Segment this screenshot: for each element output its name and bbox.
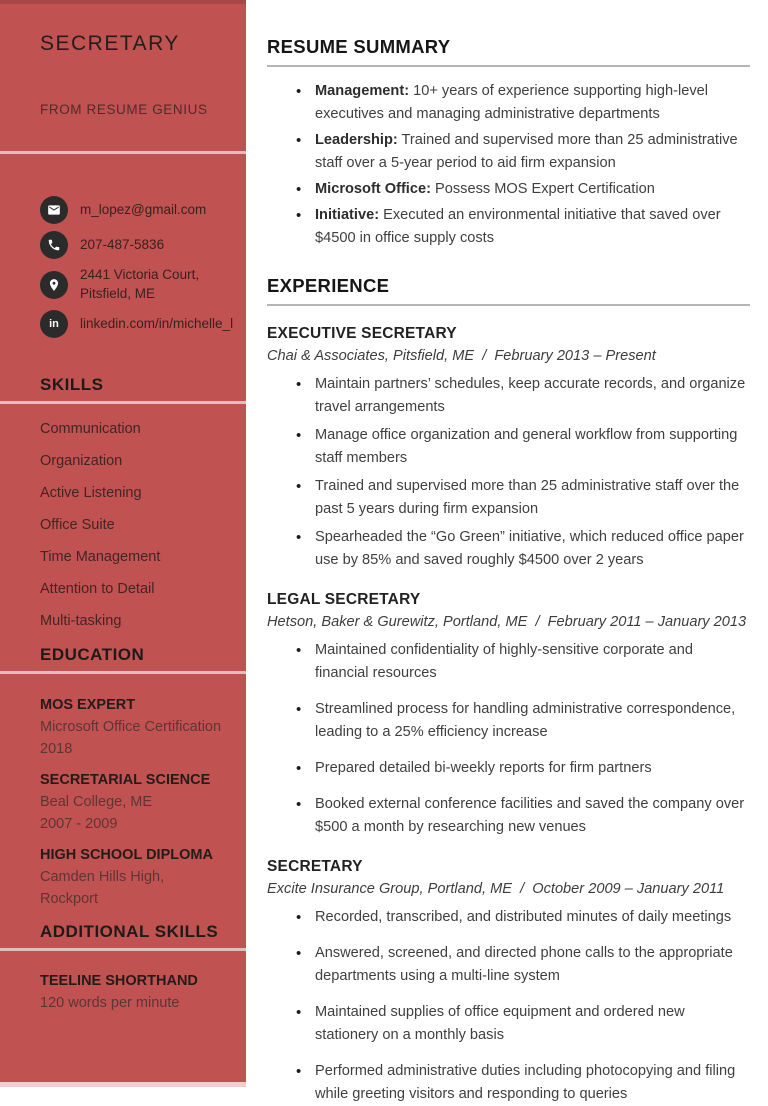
bullet-text: Trained and supervised more than 25 administrative staff over a 5-year period to aid firm expansion — [315, 132, 738, 171]
skill-item: Attention to Detail — [40, 581, 155, 598]
summary-bullet — [267, 178, 750, 201]
education-entry-line: 2007 - 2009 — [40, 816, 118, 833]
bullet-lead: Management: — [315, 83, 410, 99]
bullet-lead: Leadership: — [315, 132, 398, 148]
skills-list — [40, 421, 226, 629]
job-meta: Excite Insurance Group, Portland, ME / October 2009 – January 2011 — [267, 881, 725, 897]
summary-bullet — [267, 129, 750, 175]
address-value — [80, 266, 199, 303]
bullet-lead: Initiative: — [315, 207, 380, 223]
education-entry-title: HIGH SCHOOL DIPLOMA — [40, 847, 213, 864]
heading-rule — [267, 304, 750, 306]
job-title: SECRETARY — [267, 858, 363, 875]
job-bullet: • Booked external conference facilities and saved the company over $500 a month by researching new venues — [267, 793, 750, 839]
contact-phone — [40, 231, 226, 259]
job-bullet: • Prepared detailed bi-weekly reports for firm partners — [267, 757, 750, 780]
resume-source-label: FROM RESUME GENIUS — [40, 102, 208, 117]
sidebar-divider — [0, 401, 246, 404]
email-icon — [40, 196, 68, 224]
sidebar-divider — [0, 671, 246, 674]
job-bullet-list — [267, 639, 750, 839]
main-content — [246, 0, 768, 1102]
phone-value: 207-487-5836 — [80, 236, 165, 252]
email-value: m_lopez@gmail.com — [80, 201, 207, 217]
job-title: LEGAL SECRETARY — [267, 591, 421, 608]
education-entry — [40, 697, 226, 760]
phone-icon — [40, 231, 68, 259]
linkedin-value: linkedin.com/in/michelle_l — [80, 315, 234, 331]
resume-title: SECRETARY — [40, 32, 180, 55]
skill-item: Multi-tasking — [40, 613, 122, 630]
education-entry-line: 2018 — [40, 741, 73, 758]
experience-heading: EXPERIENCE — [267, 275, 390, 296]
job-entry — [267, 858, 750, 1106]
skill-item: Active Listening — [40, 485, 142, 502]
additional-skill-line: 120 words per minute — [40, 995, 180, 1012]
education-entry — [40, 772, 226, 835]
summary-bullet — [267, 80, 750, 126]
education-entry-title: SECRETARIAL SCIENCE — [40, 772, 211, 789]
job-bullet: • Manage office organization and general workflow from supporting staff members — [267, 424, 750, 470]
contact-list — [40, 196, 234, 338]
bullet-text: Possess MOS Expert Certification — [435, 181, 655, 197]
skill-item: Organization — [40, 453, 123, 470]
job-bullet: • Recorded, transcribed, and distributed minutes of daily meetings — [267, 906, 750, 929]
job-meta: Hetson, Baker & Gurewitz, Portland, ME / February 2011 – January 2013 — [267, 614, 747, 630]
additional-skill-title: TEELINE SHORTHAND — [40, 973, 198, 990]
sidebar-divider — [0, 948, 246, 951]
linkedin-icon: in — [40, 310, 68, 338]
additional-skills-list — [40, 973, 226, 1014]
contact-email — [40, 196, 226, 224]
bullet-text: Executed an environmental initiative that saved over $4500 in office supply costs — [315, 207, 721, 246]
bullet-text: 10+ years of experience supporting high-level executives and managing administrative departments — [315, 83, 709, 122]
job-bullet: • Maintained confidentiality of highly-sensitive corporate and financial resources — [267, 639, 750, 685]
skill-item: Time Management — [40, 549, 161, 566]
job-bullet: • Streamlined process for handling administrative correspondence, leading to a 25% efficiency increase — [267, 698, 750, 744]
skill-item: Office Suite — [40, 517, 115, 534]
summary-bullet-list — [267, 80, 750, 250]
heading-rule — [267, 65, 750, 67]
job-bullet: • Maintain partners’ schedules, keep accurate records, and organize travel arrangements — [267, 373, 750, 419]
job-meta: Chai & Associates, Pitsfield, ME / February 2013 – Present — [267, 348, 656, 364]
education-entry-line: Beal College, ME — [40, 794, 153, 811]
summary-bullet — [267, 204, 750, 250]
education-entry-title: MOS EXPERT — [40, 697, 136, 714]
education-entry-line: Microsoft Office Certification — [40, 719, 222, 736]
additional-skills-heading: ADDITIONAL SKILLS — [40, 922, 219, 942]
contact-linkedin — [40, 310, 234, 338]
skill-item: Communication — [40, 421, 141, 438]
job-title: EXECUTIVE SECRETARY — [267, 325, 457, 342]
job-bullet: • Trained and supervised more than 25 administrative staff over the past 5 years during firm expansion — [267, 475, 750, 521]
summary-heading: RESUME SUMMARY — [267, 36, 451, 57]
sidebar-divider — [0, 151, 246, 154]
location-icon — [40, 271, 68, 299]
skills-heading: SKILLS — [40, 375, 104, 395]
job-bullet-list — [267, 373, 750, 572]
job-bullet: • Spearheaded the “Go Green” initiative, which reduced office paper use by 85% and saved roughly $4500 over 2 years — [267, 526, 750, 572]
job-entry — [267, 325, 750, 572]
education-entry — [40, 847, 226, 910]
job-bullet-list — [267, 906, 750, 1106]
education-list — [40, 697, 226, 910]
education-heading: EDUCATION — [40, 645, 145, 665]
job-bullet: • Maintained supplies of office equipment and ordered new stationery on a monthly basis — [267, 1001, 750, 1047]
additional-skill-entry — [40, 973, 226, 1014]
address-line-2: Pitsfield, ME — [80, 285, 156, 301]
job-entry — [267, 591, 750, 839]
bullet-lead: Microsoft Office: — [315, 181, 431, 197]
address-line-1: 2441 Victoria Court, — [80, 267, 200, 282]
contact-address — [40, 266, 226, 303]
job-bullet: • Answered, screened, and directed phone calls to the appropriate departments using a multi-line system — [267, 942, 750, 988]
sidebar — [0, 0, 246, 1087]
education-entry-line: Camden Hills High, Rockport — [40, 869, 165, 908]
job-bullet: • Performed administrative duties including photocopying and filing while greeting visitors and responding to queries — [267, 1060, 750, 1106]
